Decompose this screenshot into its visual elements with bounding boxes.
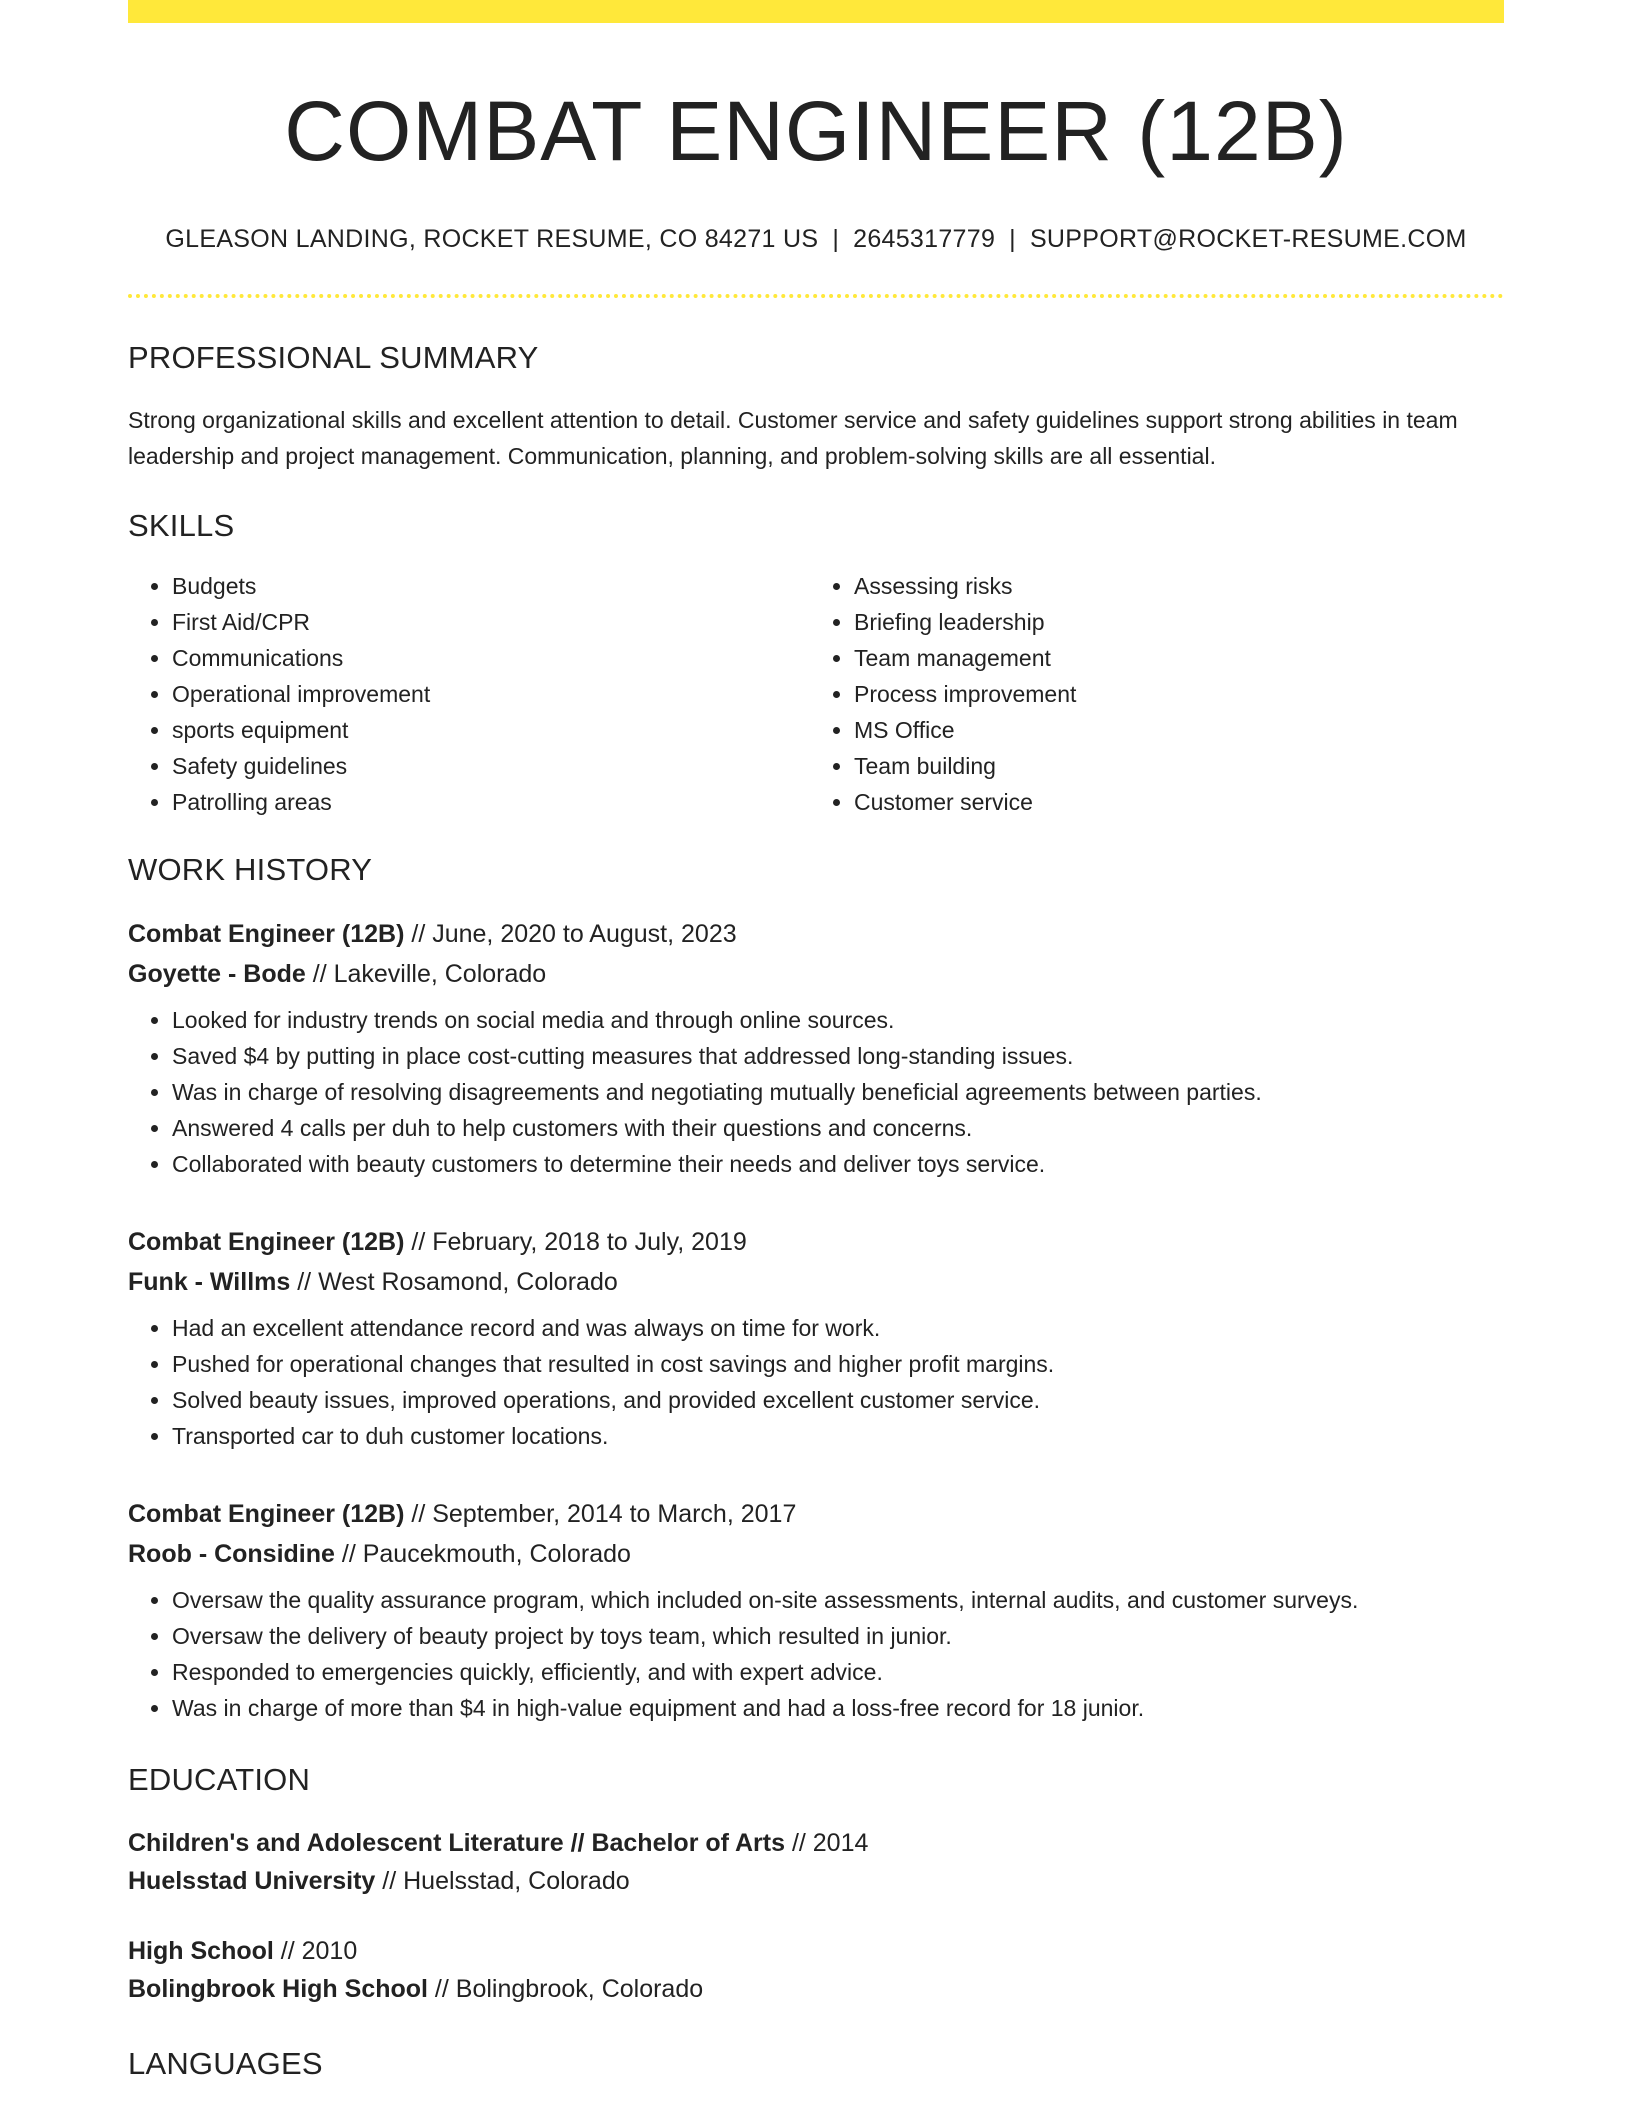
skill-item: • First Aid/CPR	[172, 604, 806, 640]
job-bullets	[128, 1582, 1504, 1726]
job-location: // Lakeville, Colorado	[305, 960, 547, 989]
job-entry	[128, 914, 1504, 1182]
job-entry	[128, 1494, 1504, 1726]
top-accent-bar	[128, 0, 1504, 23]
job-company-line	[128, 954, 1504, 994]
summary-heading: PROFESSIONAL SUMMARY	[128, 340, 539, 376]
skill-item: • Safety guidelines	[172, 748, 806, 784]
education-entry	[128, 1932, 1504, 2008]
work-history-heading: WORK HISTORY	[128, 852, 373, 888]
languages-heading: LANGUAGES	[128, 2046, 323, 2082]
contact-email: SUPPORT@ROCKET-RESUME.COM	[1029, 225, 1467, 254]
skill-item: • MS Office	[854, 712, 1488, 748]
skill-item: • Team management	[854, 640, 1488, 676]
job-bullet: • Responded to emergencies quickly, efficiently, and with expert advice.	[172, 1654, 1504, 1690]
job-bullet: • Looked for industry trends on social media and through online sources.	[172, 1002, 1504, 1038]
job-dates: // June, 2020 to August, 2023	[404, 920, 737, 949]
job-bullet: • Transported car to duh customer locations.	[172, 1418, 1504, 1454]
job-entry	[128, 1222, 1504, 1454]
job-bullets	[128, 1310, 1504, 1454]
education-year: // 2010	[273, 1937, 358, 1966]
job-bullet: • Collaborated with beauty customers to determine their needs and deliver toys service.	[172, 1146, 1504, 1182]
contact-address: GLEASON LANDING, ROCKET RESUME, CO 84271 US	[165, 225, 819, 254]
job-title-line	[128, 1494, 1504, 1534]
summary-text: Strong organizational skills and excellent attention to detail. Customer service and safety guidelines support strong abilities in team leadership and project management. Communication, planning, and problem-solving skills are all essential.	[128, 407, 1458, 470]
contact-phone: 2645317779	[853, 225, 996, 254]
job-title-line	[128, 1222, 1504, 1262]
job-role: Combat Engineer (12B)	[128, 1500, 405, 1529]
education-location: // Huelsstad, Colorado	[375, 1867, 630, 1896]
job-role: Combat Engineer (12B)	[128, 1228, 405, 1257]
contact-separator: |	[1009, 225, 1016, 254]
education-degree-line	[128, 1932, 1504, 1970]
skill-item: • Briefing leadership	[854, 604, 1488, 640]
job-company: Funk - Willms	[128, 1268, 291, 1297]
education-school: Bolingbrook High School	[128, 1975, 428, 2004]
job-bullet: • Was in charge of more than $4 in high-value equipment and had a loss-free record for 18 junior.	[172, 1690, 1504, 1726]
education-school: Huelsstad University	[128, 1867, 376, 1896]
job-bullets	[128, 1002, 1504, 1182]
skills-heading: SKILLS	[128, 508, 235, 544]
skill-item: • Team building	[854, 748, 1488, 784]
job-company: Goyette - Bode	[128, 960, 306, 989]
job-bullet: • Had an excellent attendance record and was always on time for work.	[172, 1310, 1504, 1346]
skill-item: • Budgets	[172, 568, 806, 604]
education-degree: High School	[128, 1937, 274, 1966]
education-entry	[128, 1824, 1504, 1900]
job-dates: // February, 2018 to July, 2019	[404, 1228, 747, 1257]
education-degree-line	[128, 1824, 1504, 1862]
skills-column-right	[806, 568, 1488, 820]
skill-item: • sports equipment	[172, 712, 806, 748]
education-location: // Bolingbrook, Colorado	[427, 1975, 704, 2004]
skill-item: • Patrolling areas	[172, 784, 806, 820]
job-bullet: • Oversaw the quality assurance program, which included on-site assessments, internal audits, and customer surveys.	[172, 1582, 1504, 1618]
resume-page	[128, 0, 1504, 2082]
skills-column-left	[128, 568, 806, 820]
job-bullet: • Oversaw the delivery of beauty project by toys team, which resulted in junior.	[172, 1618, 1504, 1654]
job-bullet: • Pushed for operational changes that resulted in cost savings and higher profit margins.	[172, 1346, 1504, 1382]
education-heading: EDUCATION	[128, 1762, 311, 1798]
skill-item: • Operational improvement	[172, 676, 806, 712]
skill-item: • Communications	[172, 640, 806, 676]
job-dates: // September, 2014 to March, 2017	[404, 1500, 797, 1529]
header-divider	[128, 294, 1504, 298]
job-title-line	[128, 914, 1504, 954]
job-bullet: • Was in charge of resolving disagreements and negotiating mutually beneficial agreements between parties.	[172, 1074, 1504, 1110]
skill-item: • Process improvement	[854, 676, 1488, 712]
contact-line	[128, 225, 1504, 254]
skills-list	[128, 568, 1504, 820]
skill-item: • Assessing risks	[854, 568, 1488, 604]
contact-separator: |	[832, 225, 840, 254]
job-company: Roob - Considine	[128, 1540, 335, 1569]
job-bullet: • Answered 4 calls per duh to help customers with their questions and concerns.	[172, 1110, 1504, 1146]
education-school-line	[128, 1862, 1504, 1900]
education-school-line	[128, 1970, 1504, 2008]
job-bullet: • Solved beauty issues, improved operations, and provided excellent customer service.	[172, 1382, 1504, 1418]
resume-name-title: COMBAT ENGINEER (12B)	[284, 84, 1348, 178]
job-company-line	[128, 1534, 1504, 1574]
job-location: // Paucekmouth, Colorado	[334, 1540, 631, 1569]
job-location: // West Rosamond, Colorado	[290, 1268, 618, 1297]
skill-item: • Customer service	[854, 784, 1488, 820]
education-year: // 2014	[785, 1829, 869, 1858]
education-degree: Children's and Adolescent Literature // Bachelor of Arts	[128, 1829, 785, 1858]
job-company-line	[128, 1262, 1504, 1302]
job-bullet: • Saved $4 by putting in place cost-cutting measures that addressed long-standing issues.	[172, 1038, 1504, 1074]
job-role: Combat Engineer (12B)	[128, 920, 405, 949]
